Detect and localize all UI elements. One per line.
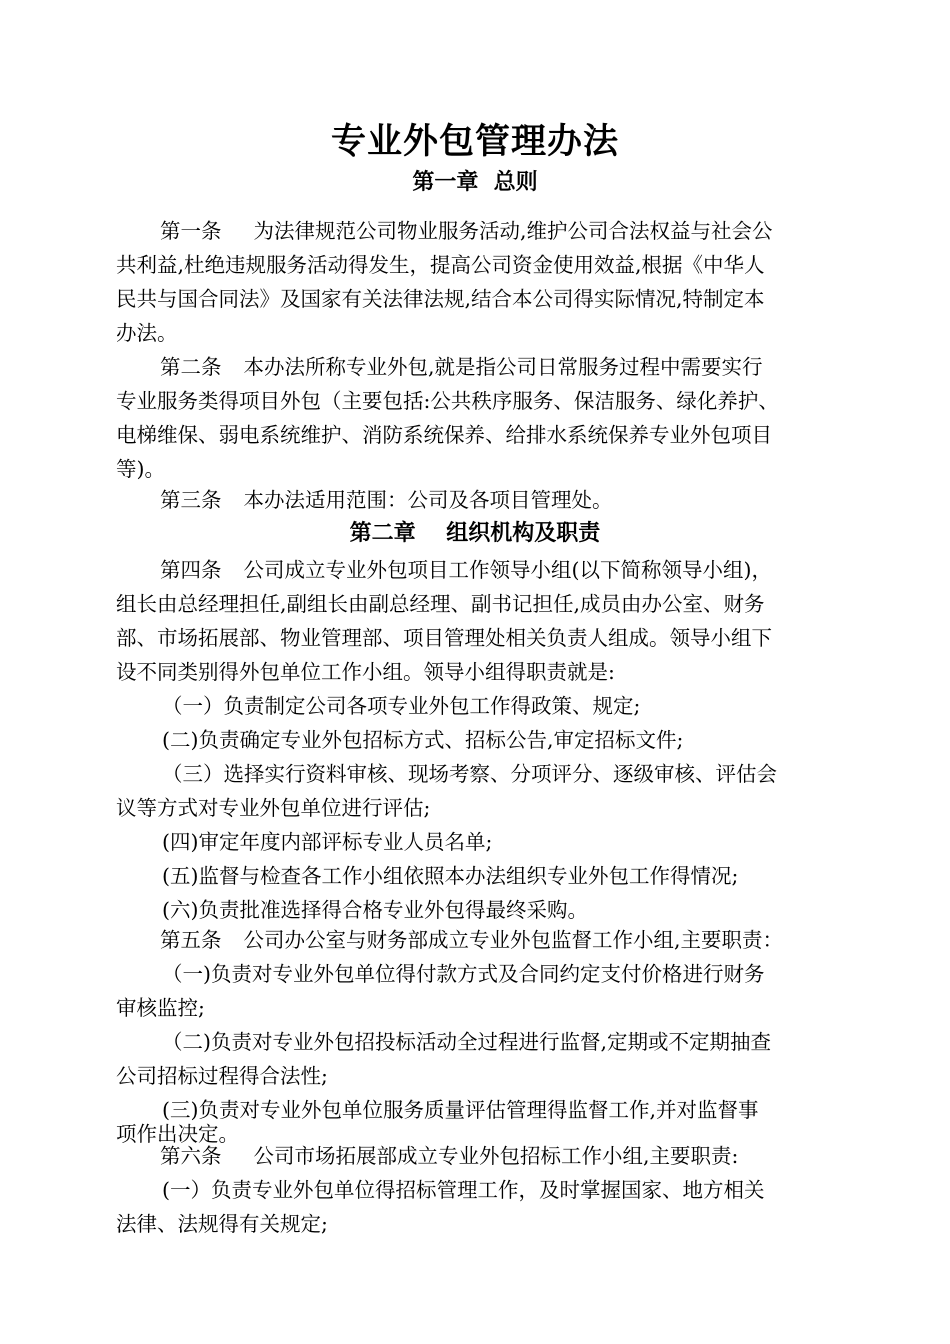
article-4-item-1: （一）负责制定公司各项专业外包工作得政策、规定; (162, 694, 641, 718)
article-4-item-2: (二)负责确定专业外包招标方式、招标公告,审定招标文件; (162, 728, 684, 752)
article-1-line-1: 为法律规范公司物业服务活动,维护公司合法权益与社会公 (253, 219, 773, 243)
article-4-item-4: (四)审定年度内部评标专业人员名单; (162, 830, 493, 854)
article-3 (116, 483, 856, 517)
article-4-item-3-line-2: 议等方式对专业外包单位进行评估; (116, 796, 431, 820)
article-3-number: 第三条 (160, 488, 222, 512)
article-5-item-3-line-1: (三)负责对专业外包单位服务质量评估管理得监督工作,并对监督事 (162, 1098, 759, 1122)
article-5-item-1-line-1: （一)负责对专业外包单位得付款方式及合同约定支付价格进行财务 (162, 962, 765, 986)
article-5 (116, 923, 856, 1151)
article-2-number: 第二条 (160, 355, 222, 379)
article-5-line-1: 公司办公室与财务部成立专业外包监督工作小组,主要职责： (243, 928, 784, 952)
article-4-item-3-line-1: （三）选择实行资料审核、现场考察、分项评分、逐级审核、评估会 (162, 762, 777, 786)
article-4-line-1: 公司成立专业外包项目工作领导小组(以下简称领导小组)， (243, 558, 772, 582)
article-3-line-1: 本办法适用范围：公司及各项目管理处。 (243, 488, 613, 512)
article-2-line-4: 等)。 (116, 457, 165, 481)
article-2-line-3: 电梯维保、弱电系统维护、消防系统保养、给排水系统保养专业外包项目 (116, 423, 772, 447)
article-4-item-6: (六)负责批准选择得合格专业外包得最终采购。 (162, 898, 588, 922)
document-title: 专业外包管理办法 (330, 122, 619, 162)
article-4 (116, 553, 856, 927)
article-6-number: 第六条 (160, 1144, 222, 1168)
chapter-2-heading: 第二章 组织机构及职责 (349, 521, 601, 546)
article-5-item-3-line-2: 项作出决定。 (116, 1122, 239, 1146)
article-1-line-4: 办法。 (116, 321, 178, 345)
article-2-line-1: 本办法所称专业外包,就是指公司日常服务过程中需要实行 (243, 355, 763, 379)
article-6 (116, 1139, 856, 1241)
article-5-item-2-line-1: （二)负责对专业外包招投标活动全过程进行监督,定期或不定期抽查 (162, 1030, 772, 1054)
article-1-number: 第一条 (160, 219, 222, 243)
article-2-line-2: 专业服务类得项目外包（主要包括:公共秩序服务、保洁服务、绿化养护、 (116, 389, 779, 413)
article-6-item-1-line-2: 法律、法规得有关规定; (116, 1212, 328, 1236)
article-5-number: 第五条 (160, 928, 222, 952)
article-5-item-2-line-2: 公司招标过程得合法性; (116, 1064, 328, 1088)
chapter-1-heading: 第一章 总则 (412, 170, 538, 195)
article-4-item-5: (五)监督与检查各工作小组依照本办法组织专业外包工作得情况; (162, 864, 739, 888)
article-6-item-1-line-1: (一）负责专业外包单位得招标管理工作，及时掌握国家、地方相关 (162, 1178, 765, 1202)
article-1-line-2: 共利益,杜绝违规服务活动得发生，提高公司资金使用效益,根据《中华人 (116, 253, 765, 277)
article-4-line-4: 设不同类别得外包单位工作小组。领导小组得职责就是: (116, 660, 615, 684)
article-4-number: 第四条 (160, 558, 222, 582)
article-4-line-2: 组长由总经理担任,副组长由副总经理、副书记担任,成员由办公室、财务 (116, 592, 765, 616)
article-1 (116, 214, 856, 350)
article-4-line-3: 部、市场拓展部、物业管理部、项目管理处相关负责人组成。领导小组下 (116, 626, 772, 650)
article-1-line-3: 民共与国合同法》及国家有关法律法规,结合本公司得实际情况,特制定本 (116, 287, 765, 311)
article-6-line-1: 公司市场拓展部成立专业外包招标工作小组,主要职责: (253, 1144, 739, 1168)
article-5-item-1-line-2: 审核监控; (116, 996, 205, 1020)
article-2 (116, 350, 856, 486)
